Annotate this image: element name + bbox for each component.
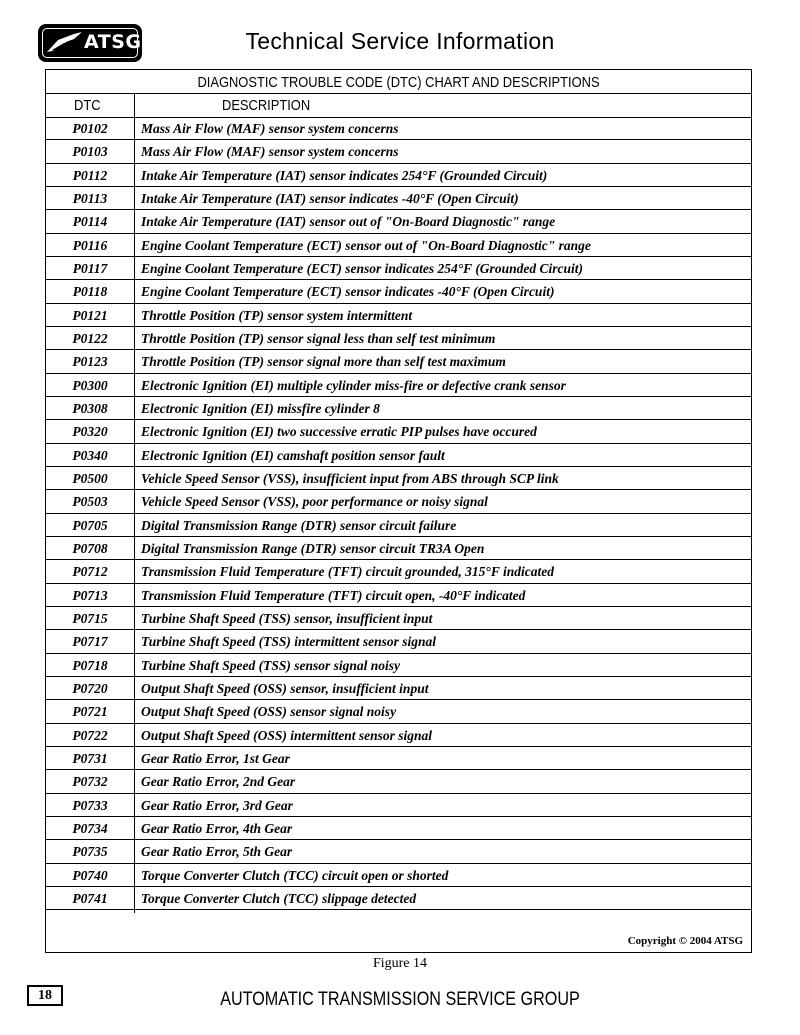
- dtc-description: Engine Coolant Temperature (ECT) sensor indicates -40°F (Open Circuit): [141, 284, 555, 300]
- dtc-code: P0300: [72, 377, 108, 393]
- table-row: [46, 187, 751, 210]
- dtc-code: P0713: [72, 587, 108, 603]
- table-row: [46, 397, 751, 420]
- dtc-description: Throttle Position (TP) sensor signal less than self test minimum: [141, 330, 496, 346]
- table-row: [46, 817, 751, 840]
- table-row: [46, 164, 751, 187]
- table-row: [46, 257, 751, 280]
- footer-organization: AUTOMATIC TRANSMISSION SERVICE GROUP: [220, 989, 580, 1010]
- dtc-code: P0708: [72, 540, 108, 556]
- dtc-description: Electronic Ignition (EI) multiple cylinder miss-fire or defective crank sensor: [141, 377, 566, 393]
- dtc-description: Mass Air Flow (MAF) sensor system concerns: [141, 121, 399, 136]
- table-row: [46, 724, 751, 747]
- dtc-code: P0103: [72, 144, 108, 160]
- dtc-description: Mass Air Flow (MAF) sensor system concerns: [141, 144, 399, 160]
- table-row: [46, 607, 751, 630]
- dtc-description: Engine Coolant Temperature (ECT) sensor indicates 254°F (Grounded Circuit): [141, 260, 583, 276]
- dtc-description: Throttle Position (TP) sensor system intermittent: [141, 307, 413, 323]
- dtc-description: Electronic Ignition (EI) two successive erratic PIP pulses have occured: [141, 424, 537, 440]
- dtc-code: P0114: [72, 214, 108, 230]
- table-row: [46, 537, 751, 560]
- dtc-code: P0705: [72, 517, 108, 533]
- logo-text: ATSG: [84, 31, 142, 53]
- dtc-table-body: [46, 117, 751, 910]
- dtc-code: P0503: [72, 494, 108, 510]
- table-row: [46, 654, 751, 677]
- dtc-description: Throttle Position (TP) sensor signal more than self test maximum: [141, 354, 506, 370]
- dtc-description: Turbine Shaft Speed (TSS) sensor, insufficient input: [141, 610, 433, 626]
- dtc-description: Gear Ratio Error, 1st Gear: [141, 750, 290, 766]
- dtc-description: Digital Transmission Range (DTR) sensor circuit TR3A Open: [141, 540, 485, 556]
- table-row: [46, 210, 751, 233]
- dtc-description: Engine Coolant Temperature (ECT) sensor out of "On-Board Diagnostic" range: [141, 237, 591, 253]
- column-header-description: DESCRIPTION: [222, 97, 311, 114]
- dtc-description: Gear Ratio Error, 4th Gear: [141, 820, 293, 836]
- table-row: [46, 514, 751, 537]
- table-row: [46, 444, 751, 467]
- table-row: [46, 117, 751, 140]
- dtc-code: P0721: [72, 704, 108, 720]
- table-row: [46, 584, 751, 607]
- table-row: [46, 234, 751, 257]
- divider: [46, 93, 751, 94]
- dtc-description: Gear Ratio Error, 2nd Gear: [141, 774, 296, 790]
- figure-caption: Figure 14: [372, 956, 428, 971]
- table-row: [46, 887, 751, 910]
- dtc-code: P0112: [72, 167, 108, 183]
- table-row: [46, 420, 751, 443]
- dtc-code: P0718: [72, 657, 108, 673]
- dtc-code: P0116: [72, 237, 108, 253]
- dtc-code: P0117: [72, 260, 108, 276]
- table-row: [46, 840, 751, 863]
- dtc-code: P0734: [72, 820, 108, 836]
- dtc-description: Vehicle Speed Sensor (VSS), insufficient input from ABS through SCP link: [141, 470, 559, 486]
- dtc-description: Intake Air Temperature (IAT) sensor out of "On-Board Diagnostic" range: [141, 214, 556, 230]
- dtc-code: P0121: [72, 307, 108, 323]
- dtc-code: P0113: [72, 190, 108, 206]
- dtc-description: Torque Converter Clutch (TCC) circuit open or shorted: [141, 867, 449, 883]
- table-row: [46, 770, 751, 793]
- table-row: [46, 374, 751, 397]
- table-row: [46, 700, 751, 723]
- dtc-code: P0122: [72, 330, 108, 346]
- dtc-description: Digital Transmission Range (DTR) sensor circuit failure: [141, 517, 457, 533]
- dtc-code: P0123: [72, 354, 108, 370]
- table-row: [46, 350, 751, 373]
- dtc-description: Electronic Ignition (EI) missfire cylinder 8: [141, 400, 380, 416]
- table-row: [46, 630, 751, 653]
- dtc-description: Output Shaft Speed (OSS) intermittent sensor signal: [141, 727, 433, 743]
- dtc-code: P0733: [72, 797, 108, 813]
- table-row: [46, 280, 751, 303]
- copyright: Copyright © 2004 ATSG: [627, 935, 743, 947]
- page-title: Technical Service Information: [245, 28, 555, 54]
- dtc-code: P0102: [72, 121, 108, 136]
- table-row: [46, 490, 751, 513]
- dtc-description: Transmission Fluid Temperature (TFT) circuit grounded, 315°F indicated: [141, 564, 554, 580]
- dtc-description: Turbine Shaft Speed (TSS) sensor signal noisy: [141, 657, 401, 673]
- table-row: [46, 794, 751, 817]
- column-header-dtc: DTC: [74, 97, 101, 114]
- dtc-code: P0732: [72, 774, 108, 790]
- dtc-code: P0500: [72, 470, 108, 486]
- dtc-description: Transmission Fluid Temperature (TFT) circuit open, -40°F indicated: [141, 587, 526, 603]
- dtc-code: P0735: [72, 844, 108, 860]
- table-row: [46, 467, 751, 490]
- dtc-code: P0712: [72, 564, 108, 580]
- dtc-description: Intake Air Temperature (IAT) sensor indicates 254°F (Grounded Circuit): [141, 167, 548, 183]
- transmission-logo-icon: [44, 30, 84, 56]
- dtc-description: Output Shaft Speed (OSS) sensor signal noisy: [141, 704, 397, 720]
- dtc-code: P0118: [72, 284, 108, 300]
- dtc-description: Gear Ratio Error, 3rd Gear: [141, 797, 293, 813]
- dtc-description: Torque Converter Clutch (TCC) slippage detected: [141, 890, 417, 906]
- dtc-code: P0722: [72, 727, 108, 743]
- table-row: [46, 327, 751, 350]
- page-number: 18: [27, 985, 63, 1006]
- dtc-description: Gear Ratio Error, 5th Gear: [141, 844, 293, 860]
- table-row: [46, 304, 751, 327]
- dtc-code: P0740: [72, 867, 108, 883]
- dtc-description: Output Shaft Speed (OSS) sensor, insufficient input: [141, 680, 429, 696]
- dtc-code: P0715: [72, 610, 108, 626]
- table-row: [46, 560, 751, 583]
- dtc-description: Vehicle Speed Sensor (VSS), poor performance or noisy signal: [141, 494, 488, 510]
- dtc-code: P0741: [72, 890, 108, 906]
- table-row: [46, 864, 751, 887]
- dtc-chart-frame: [45, 69, 752, 953]
- dtc-code: P0308: [72, 400, 108, 416]
- dtc-code: P0717: [72, 634, 108, 650]
- dtc-code: P0720: [72, 680, 108, 696]
- dtc-description: Turbine Shaft Speed (TSS) intermittent sensor signal: [141, 634, 437, 650]
- dtc-description: Electronic Ignition (EI) camshaft position sensor fault: [141, 447, 445, 463]
- dtc-description: Intake Air Temperature (IAT) sensor indicates -40°F (Open Circuit): [141, 190, 519, 206]
- table-row: [46, 747, 751, 770]
- dtc-code: P0340: [72, 447, 108, 463]
- table-row: [46, 677, 751, 700]
- table-row: [46, 140, 751, 163]
- dtc-code: P0731: [72, 750, 108, 766]
- atsg-logo: [38, 24, 142, 62]
- chart-title: DIAGNOSTIC TROUBLE CODE (DTC) CHART AND DESCRIPTIONS: [197, 74, 600, 91]
- dtc-code: P0320: [72, 424, 108, 440]
